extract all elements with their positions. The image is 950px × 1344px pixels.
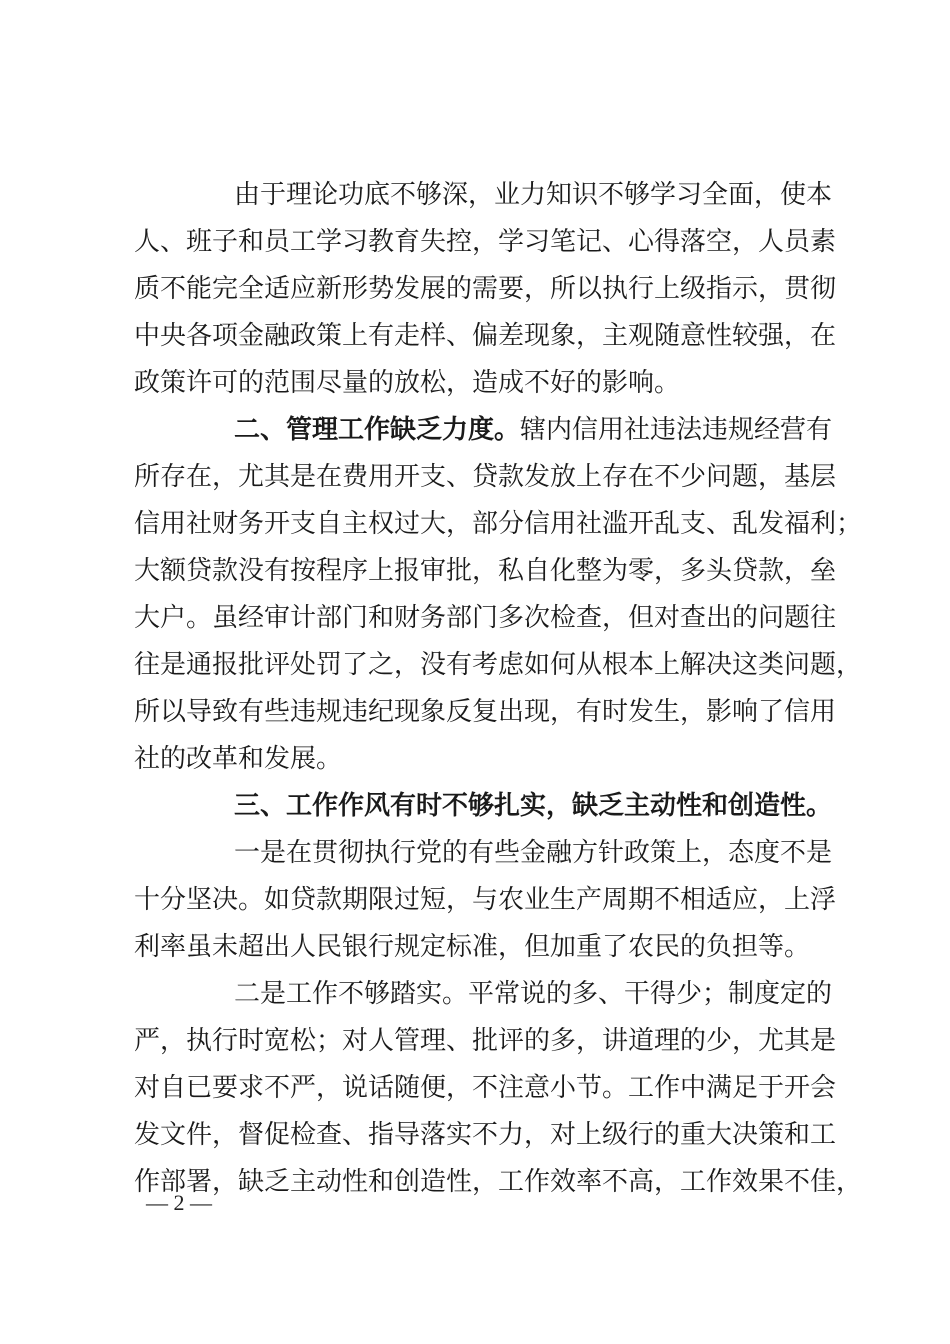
section-heading-line [234, 408, 833, 452]
paragraph-line: 质不能完全适应新形势发展的需要，所以执行上级指示，贯彻 [134, 274, 837, 304]
section-heading: 三、工作作风有时不够扎实，缺乏主动性和创造性。 [234, 791, 833, 821]
paragraph-line: 往是通报批评处罚了之，没有考虑如何从根本上解决这类问题， [134, 650, 863, 680]
paragraph-line: 严，执行时宽松；对人管理、批评的多，讲道理的少，尤其是 [134, 1026, 837, 1056]
paragraph-line: 所以导致有些违规违纪现象反复出现，有时发生，影响了信用 [134, 697, 837, 727]
paragraph-line: 十分坚决。如贷款期限过短，与农业生产周期不相适应，上浮 [134, 885, 837, 915]
heading-line-rest: 辖内信用社违法违规经营有 [520, 415, 833, 445]
paragraph-line: 中央各项金融政策上有走样、偏差现象，主观随意性较强，在 [134, 321, 837, 351]
paragraph-line: 作部署，缺乏主动性和创造性，工作效率不高，工作效果不佳， [134, 1167, 863, 1197]
page-number: — 2 — [146, 1190, 212, 1215]
paragraph-line: 发文件，督促检查、指导落实不力，对上级行的重大决策和工 [134, 1120, 837, 1150]
paragraph-line: 人、班子和员工学习教育失控，学习笔记、心得落空，人员素 [134, 227, 837, 257]
paragraph-line: 由于理论功底不够深，业力知识不够学习全面，使本 [234, 180, 833, 210]
paragraph-line: 政策许可的范围尽量的放松，造成不好的影响。 [134, 368, 681, 398]
paragraph-line: 一是在贯彻执行党的有些金融方针政策上，态度不是 [234, 838, 833, 868]
paragraph-line: 所存在，尤其是在费用开支、贷款发放上存在不少问题，基层 [134, 462, 837, 492]
paragraph-line: 利率虽未超出人民银行规定标准，但加重了农民的负担等。 [134, 932, 811, 962]
paragraph-line: 大户。虽经审计部门和财务部门多次检查，但对查出的问题往 [134, 603, 837, 633]
section-heading: 二、管理工作缺乏力度。 [234, 415, 521, 445]
paragraph-line: 对自已要求不严，说话随便，不注意小节。工作中满足于开会 [134, 1073, 837, 1103]
paragraph-line: 社的改革和发展。 [134, 744, 343, 774]
paragraph-line: 大额贷款没有按程序上报审批，私自化整为零，多头贷款，垒 [134, 556, 837, 586]
paragraph-line: 二是工作不够踏实。平常说的多、干得少；制度定的 [234, 979, 833, 1009]
paragraph-line: 信用社财务开支自主权过大，部分信用社滥开乱支、乱发福利； [134, 509, 863, 539]
